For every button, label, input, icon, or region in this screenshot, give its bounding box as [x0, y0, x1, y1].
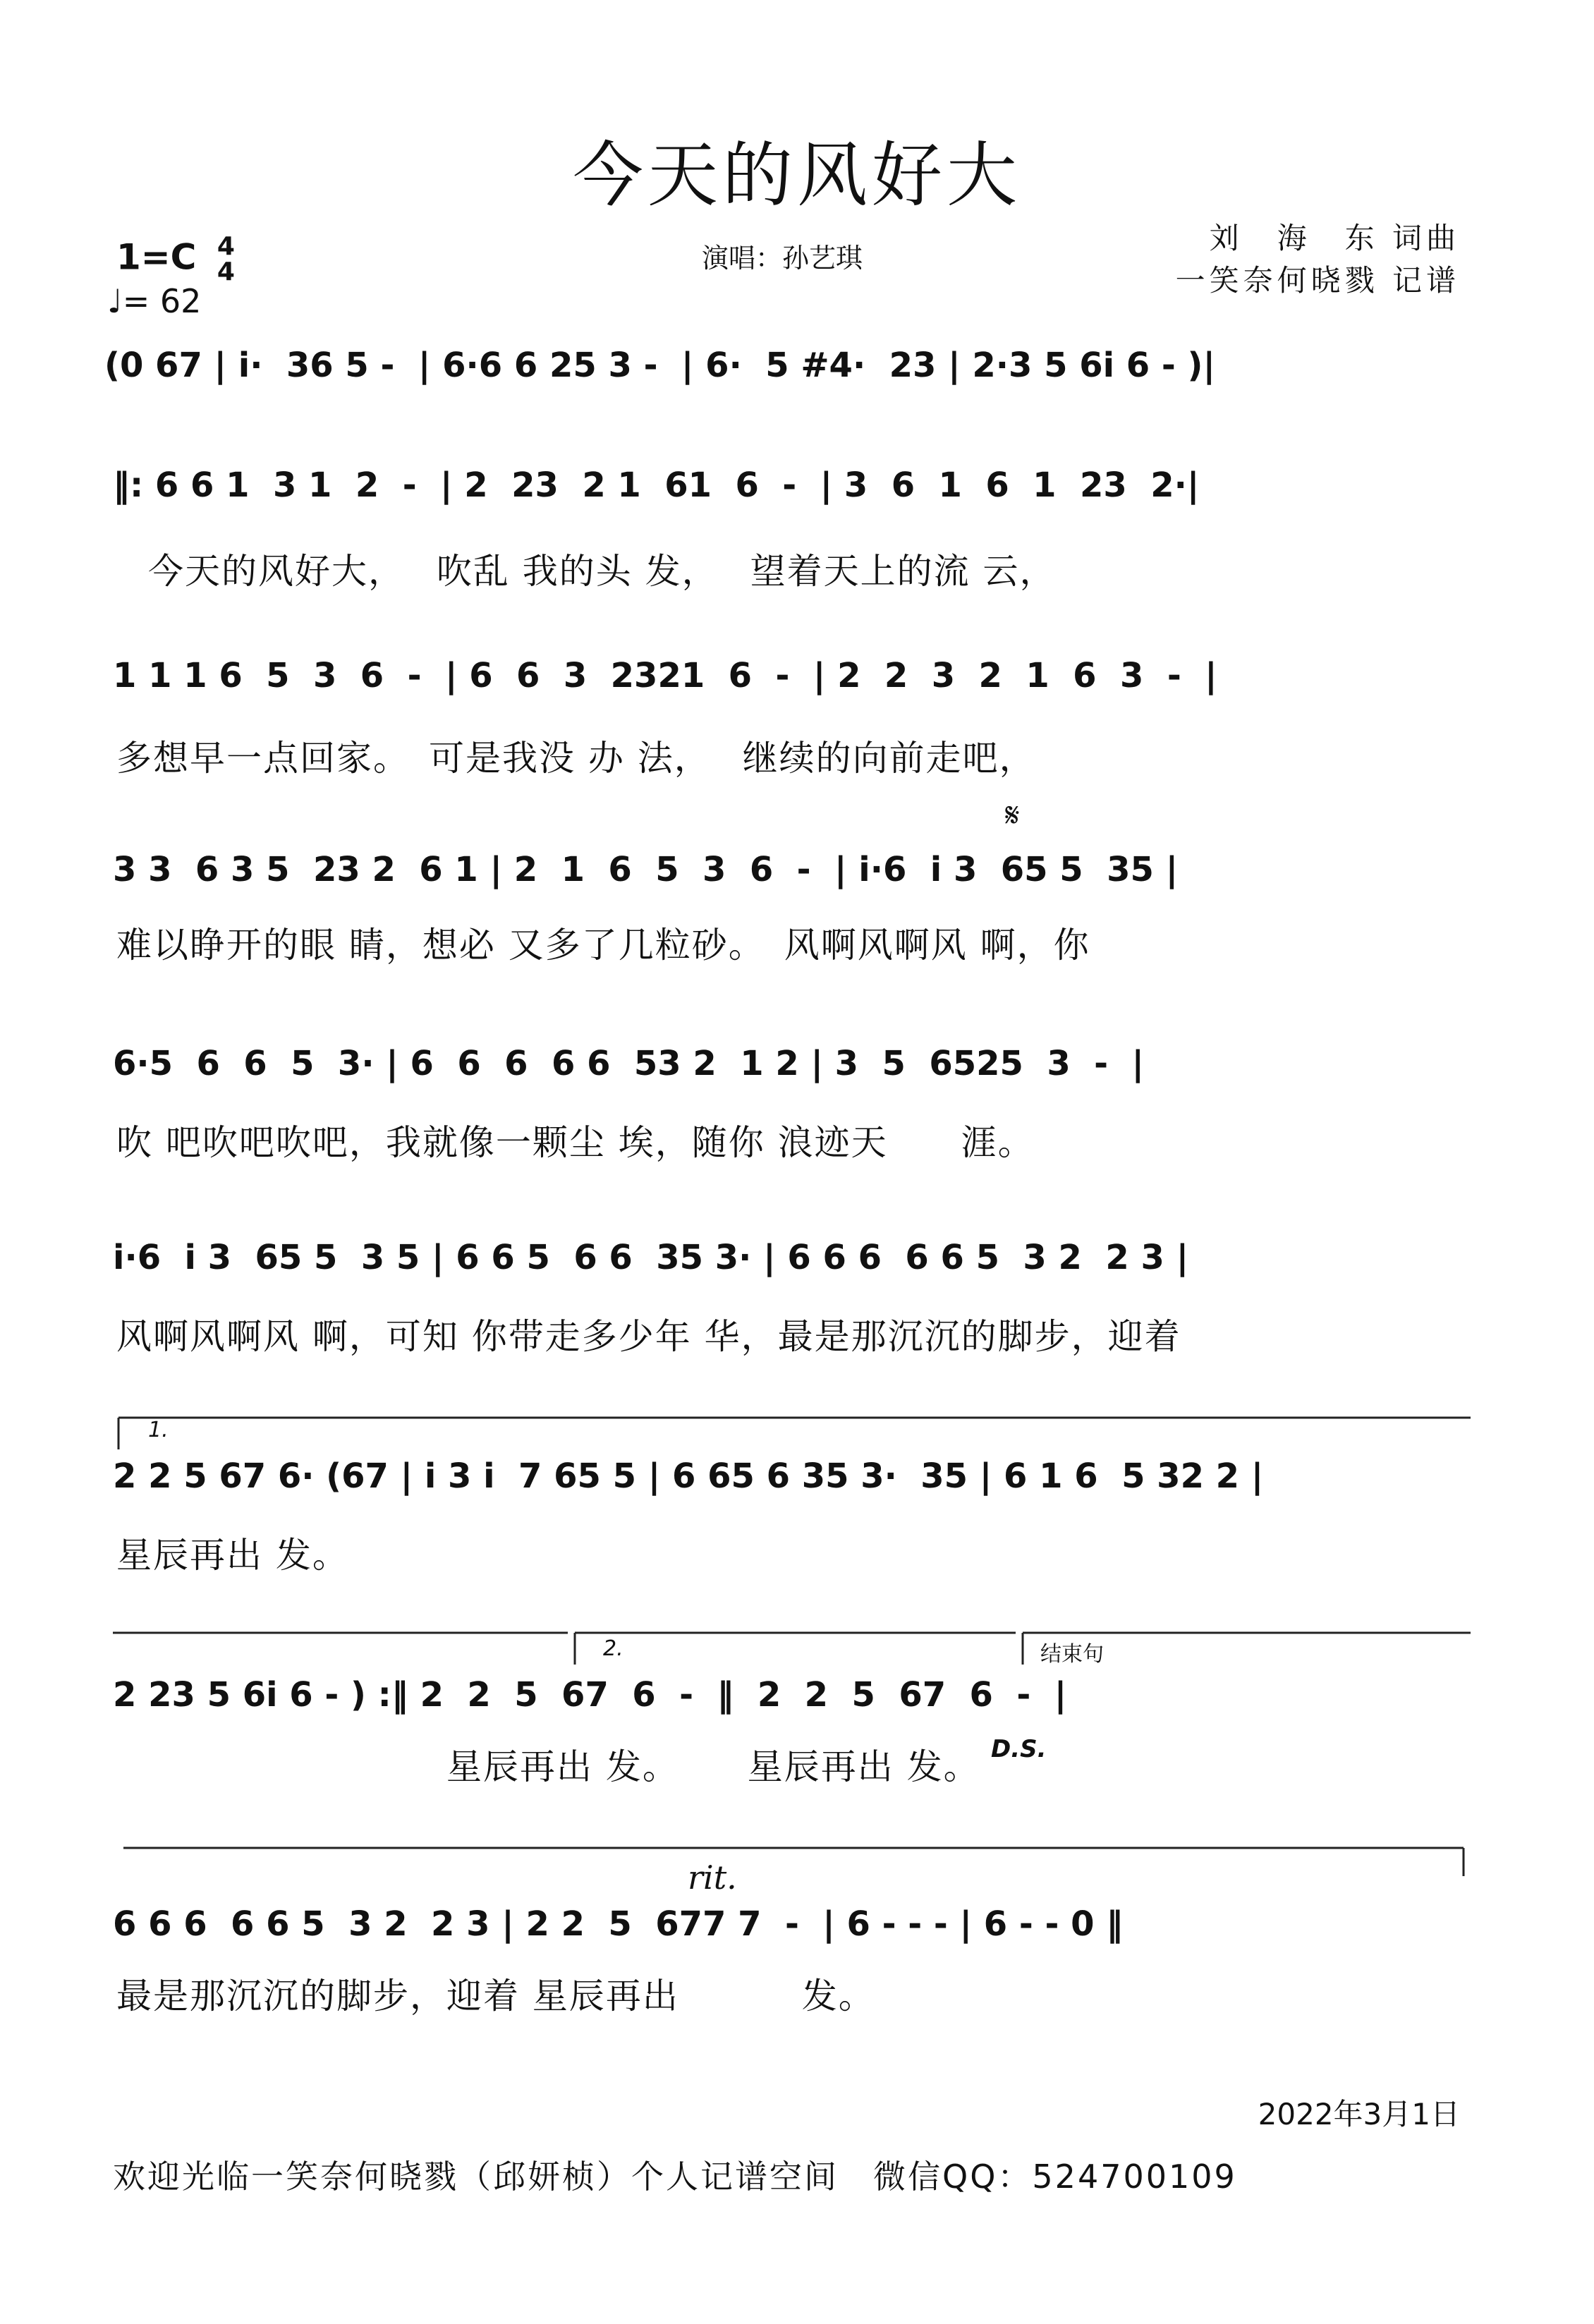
transcriber-credit: 一笑奈何晓戮 记谱 [1175, 263, 1460, 298]
notation-line-6: i·6 i 3 65 5 3 5 | 6 6 5 6 6 35 3· | 6 6 6 6 6 5 3 2 2 3 | [113, 1238, 1189, 1277]
notation-line-8: 2 23 5 6i 6 - ) :‖ 2 2 5 67 6 - ‖ 2 2 5 67 6 - | [113, 1675, 1067, 1715]
singer-credit: 演唱：孙艺琪 [702, 243, 863, 274]
notation-line-5: 6·5 6 6 5 3· | 6 6 6 6 6 53 2 1 2 | 3 5 6525 3 - | [113, 1044, 1145, 1083]
ending-label: 结束句 [1040, 1642, 1104, 1667]
lyric-line-7: 星辰再出 发。 [116, 1535, 349, 1576]
volta-1-label: 1. [148, 1418, 169, 1442]
page-title: 今天的风好大 [573, 134, 1021, 217]
volta-2-label: 2. [603, 1636, 623, 1661]
notation-line-4: 3 3 6 3 5 23 2 6 1 | 2 1 6 5 3 6 - | i·6 i 3 65 5 35 | [113, 850, 1179, 889]
lyric-line-6: 风啊风啊风 啊，可知 你带走多少年 华，最是那沉沉的脚步，迎着 [116, 1316, 1181, 1357]
lyric-line-2: 今天的风好大， 吹乱 我的头 发， 望着天上的流 云， [148, 551, 1057, 592]
lyric-line-9: 最是那沉沉的脚步，迎着 星辰再出 发。 [116, 1976, 875, 2016]
notation-line-2: ‖: 6 6 1 3 1 2 - | 2 23 2 1 61 6 - | 3 6 1 6 1 23 2·| [113, 466, 1200, 505]
notation-line-1: (0 67 | i· 36 5 - | 6·6 6 25 3 - | 6· 5 #4· 23 | 2·3 5 6i 6 - )| [104, 346, 1215, 385]
composer-credit: 刘 海 东 词曲 [1209, 221, 1460, 255]
tempo-marking: ♩= 62 [107, 282, 202, 320]
notation-line-3: 1 1 1 6 5 3 6 - | 6 6 3 2321 6 - | 2 2 3 2 1 6 3 - | [113, 656, 1217, 695]
date-text: 2022年3月1日 [1258, 2097, 1460, 2131]
notation-line-9: 6 6 6 6 6 5 3 2 2 3 | 2 2 5 677 7 - | 6 - - - | 6 - - 0 ‖ [113, 1904, 1124, 1944]
footer-text: 欢迎光临一笑奈何晓戮（邱妍桢）个人记谱空间 微信QQ：524700109 [113, 2158, 1237, 2196]
lyric-line-8: 星辰再出 发。 星辰再出 发。 [116, 1746, 980, 1787]
lyric-line-5: 吹 吧吹吧吹吧，我就像一颗尘 埃，随你 浪迹天 涯。 [116, 1122, 1035, 1163]
time-signature-top: 4 [217, 232, 235, 261]
notation-line-7: 2 2 5 67 6· (67 | i 3 i 7 65 5 | 6 65 6 35 3· 35 | 6 1 6 5 32 2 | [113, 1456, 1264, 1496]
ds-marking: D.S. [991, 1735, 1047, 1763]
rit-marking: rit. [688, 1858, 737, 1897]
key-label: 1=C [116, 236, 197, 278]
segno-sign: 𝄋 [1005, 796, 1020, 835]
lyric-line-4: 难以睁开的眼 睛，想必 又多了几粒砂。 风啊风啊风 啊，你 [116, 925, 1090, 966]
lyric-line-3: 多想早一点回家。 可是我没 办 法， 继续的向前走吧， [116, 738, 1036, 779]
time-signature-bottom: 4 [217, 257, 235, 286]
